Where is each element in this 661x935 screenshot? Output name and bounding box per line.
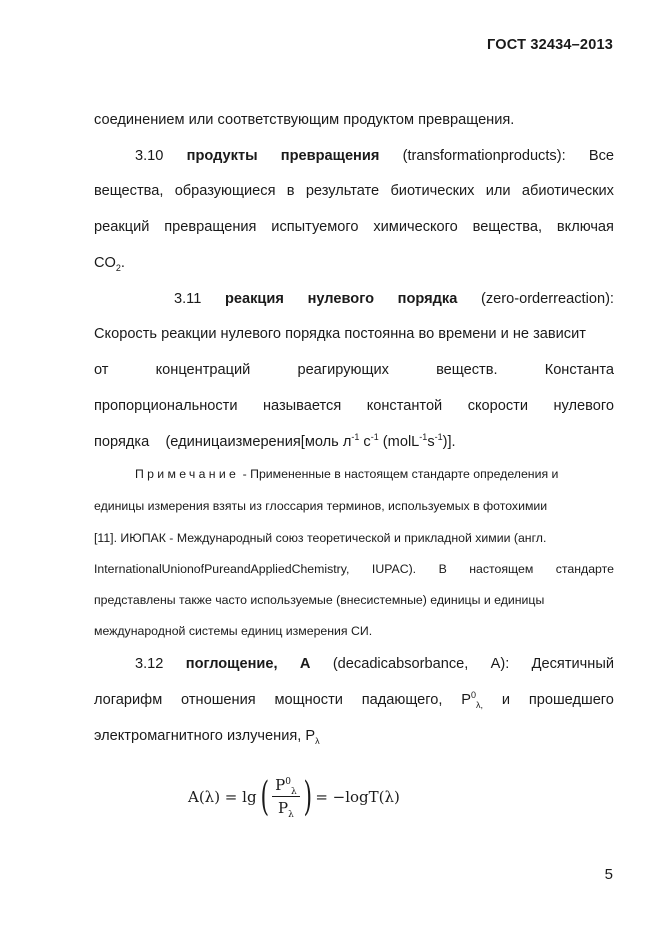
text-word: InternationalUnionofPureandAppliedChemistry, (94, 562, 350, 576)
page-number: 5 (604, 866, 613, 883)
text-word: падающего, (361, 692, 443, 708)
text-word: реакций (94, 219, 150, 235)
left-paren: ( (260, 773, 269, 820)
superscript: -1 (434, 432, 443, 443)
text-word: химического (373, 219, 458, 235)
paragraph-3-11-line-4 (94, 397, 614, 415)
punctuation: . (120, 255, 125, 271)
english-term: (transformationproducts): (402, 148, 566, 164)
text-word: Все (588, 148, 614, 164)
text-word: константой (366, 398, 443, 414)
term-word: поглощение, (185, 656, 278, 672)
right-paren: ) (303, 773, 312, 820)
superscript: -1 (351, 432, 360, 443)
paragraph-3-11-line-5 (94, 433, 614, 451)
unit-text: s (427, 434, 435, 450)
note-text: - Примененные в настоящем стандарте определения и (239, 467, 559, 481)
text-word: стандарте (555, 562, 614, 576)
text-word: абиотических (521, 183, 614, 199)
note-line-6: международной системы единиц измерения СИ. (94, 624, 373, 638)
text-word: от (94, 362, 109, 378)
english-term: (decadicabsorbance, (332, 656, 469, 672)
term-word: порядка (397, 291, 458, 307)
note-line-3: [11]. ИЮПАК - Международный союз теоретической и прикладной химии (англ. (94, 531, 547, 545)
text-word: логарифм (94, 692, 163, 708)
note-line-2: единицы измерения взяты из глоссария терминов, используемых в фотохимии (94, 499, 548, 513)
text-word: порядка (94, 434, 150, 450)
paragraph-3-10-line-1 (135, 147, 614, 165)
text-word: вещества, (94, 183, 164, 199)
fraction-denominator: $P_\lambda$ (278, 799, 294, 820)
paragraph-3-12-line-1 (135, 655, 614, 673)
text-word: в (286, 183, 295, 199)
term-word: нулевого (307, 291, 374, 307)
text-word: Константа (544, 362, 614, 378)
paragraph-3-10-line-4 (94, 254, 614, 272)
subscript: λ (315, 735, 320, 746)
text-word: скорости (467, 398, 529, 414)
fraction-numerator: $P^0_\lambda$ (272, 776, 300, 797)
note-line-5: представлены также часто используемые (внесистемные) единицы и единицы (94, 593, 545, 607)
document-code: ГОСТ 32434–2013 (487, 37, 613, 53)
english-term: (zero-orderreaction): (480, 291, 614, 307)
text-word: отношения (181, 692, 256, 708)
paragraph-3-10-line-2 (94, 182, 614, 200)
term-word: реакция (224, 291, 284, 307)
paragraph-3-12-line-3 (94, 727, 614, 745)
text-word: настоящем (469, 562, 534, 576)
clause-number: 3.11 (174, 291, 202, 307)
text-word: концентраций (155, 362, 251, 378)
text-word: В (438, 562, 447, 576)
superscript: 0 (285, 777, 291, 787)
unit-text: с (359, 434, 371, 450)
clause-number: 3.10 (135, 148, 164, 164)
text-word: нулевого (553, 398, 614, 414)
paragraph-3-11-line-1 (174, 290, 614, 308)
note-label: Примечание (135, 467, 240, 481)
text-word: или (485, 183, 511, 199)
formula-fraction (272, 776, 300, 820)
absorbance-formula (188, 773, 400, 820)
text-word: называется (262, 398, 342, 414)
paragraph-3-11-line-3 (94, 361, 614, 379)
note-line-1 (135, 466, 614, 482)
unit-text: (единицаизмерения[моль л (165, 434, 352, 450)
term-symbol: A (299, 656, 311, 672)
text-word: образующиеся (174, 183, 276, 199)
subscript: 2 (115, 262, 121, 273)
chem-formula: CO (94, 255, 116, 271)
term-word: продукты (186, 148, 258, 164)
unit-text: )]. (442, 434, 456, 450)
text-word: и (501, 692, 511, 708)
text-word: включая (556, 219, 614, 235)
text-word: результате (305, 183, 380, 199)
text-line: соединением или соответствующим продуктом превращения. (94, 112, 515, 128)
paragraph-3-10-line-3 (94, 218, 614, 236)
text-phrase: электромагнитного излучения, P (94, 728, 316, 744)
text-word: прошедшего (528, 692, 614, 708)
text-word: Десятичный (531, 656, 614, 672)
paragraph-3-12-line-2 (94, 691, 614, 709)
symbol-p0: $P^0_{\lambda,}$ (461, 690, 484, 710)
text-word: превращения (164, 219, 257, 235)
formula-rhs: = −logT(λ) (315, 787, 400, 806)
subscript: λ, (476, 699, 484, 710)
text-word: вещества, (472, 219, 543, 235)
subscript: λ (291, 787, 297, 797)
text-word: биотических (390, 183, 475, 199)
text-word: реагирующих (297, 362, 389, 378)
text-word: испытуемого (271, 219, 359, 235)
text-word: веществ. (436, 362, 498, 378)
note-line-4 (94, 561, 614, 577)
clause-number: 3.12 (135, 656, 164, 672)
formula-lhs: A(λ) = lg (188, 787, 257, 806)
text-word: IUPAC). (371, 562, 417, 576)
subscript: λ (288, 810, 294, 820)
superscript: -1 (419, 432, 428, 443)
term-word: превращения (280, 148, 380, 164)
paragraph-3-11-line-2: Скорость реакции нулевого порядка постоянна во времени и не зависит (94, 326, 586, 342)
english-term: A): (490, 656, 510, 672)
text-word: пропорциональности (94, 398, 238, 414)
superscript: 0 (471, 690, 477, 701)
text-word: мощности (274, 692, 343, 708)
unit-text: (molL (378, 434, 420, 450)
superscript: -1 (370, 432, 379, 443)
